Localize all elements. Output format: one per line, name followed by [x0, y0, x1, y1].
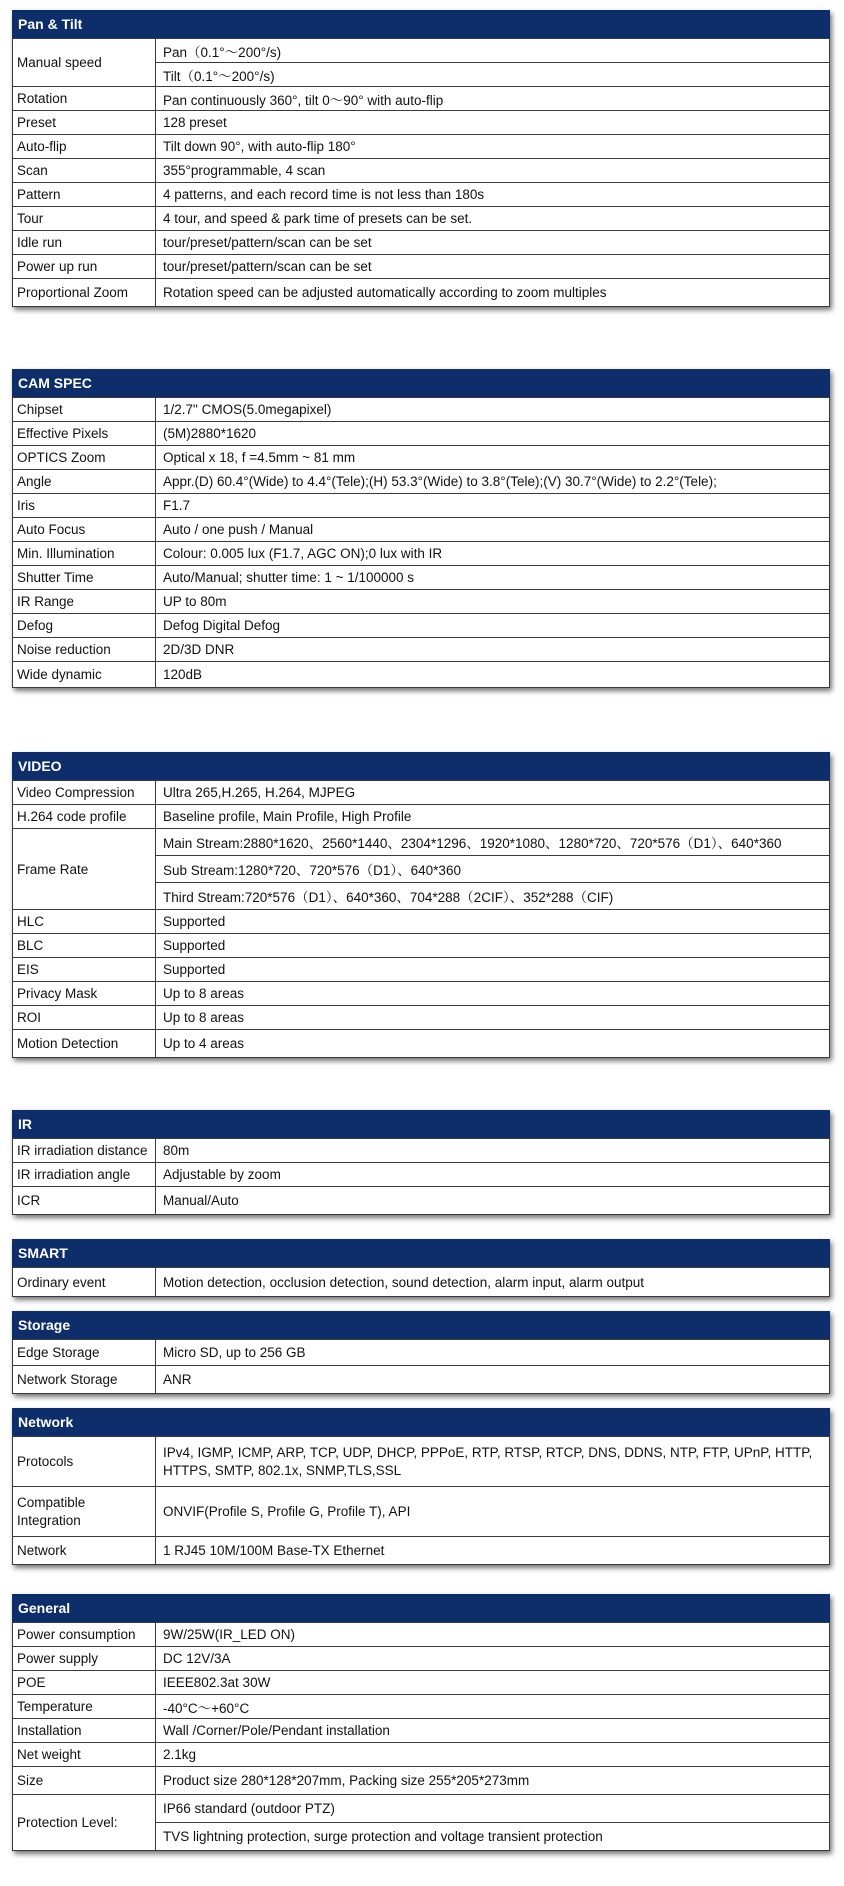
- spec-label: Iris: [13, 494, 156, 518]
- spec-row: [13, 1006, 830, 1030]
- spec-label: Video Compression: [13, 781, 156, 805]
- spec-value: Supported: [156, 958, 830, 982]
- spec-row: [13, 982, 830, 1006]
- spec-label: Angle: [13, 470, 156, 494]
- spec-value: 2D/3D DNR: [156, 638, 830, 662]
- spec-label: Installation: [13, 1719, 156, 1743]
- spec-label: Size: [13, 1767, 156, 1795]
- spec-value: Auto / one push / Manual: [156, 518, 830, 542]
- spec-value: 128 preset: [156, 111, 830, 135]
- spec-row: [13, 910, 830, 934]
- spec-label: H.264 code profile: [13, 805, 156, 829]
- spec-label: Network Storage: [13, 1366, 156, 1394]
- spec-label: Min. Illumination: [13, 542, 156, 566]
- spec-row: [13, 542, 830, 566]
- spec-value: Micro SD, up to 256 GB: [156, 1340, 830, 1366]
- spec-row: [13, 1719, 830, 1743]
- spec-label: POE: [13, 1671, 156, 1695]
- spec-row: [13, 39, 830, 63]
- spec-row: [13, 422, 830, 446]
- spec-row: [13, 470, 830, 494]
- spec-row: [13, 255, 830, 279]
- spec-label: Chipset: [13, 398, 156, 422]
- spec-label: Tour: [13, 207, 156, 231]
- spec-table: [12, 1339, 830, 1394]
- spec-value: Tilt（0.1°～200°/s): [156, 63, 830, 87]
- section-title: IR: [12, 1110, 830, 1138]
- section-cam-spec: [12, 369, 830, 688]
- spec-value: Optical x 18, f =4.5mm ~ 81 mm: [156, 446, 830, 470]
- spec-value: IP66 standard (outdoor PTZ): [156, 1795, 830, 1823]
- spec-value: tour/preset/pattern/scan can be set: [156, 231, 830, 255]
- spec-row: [13, 207, 830, 231]
- section-title: SMART: [12, 1239, 830, 1267]
- spec-value: Pan continuously 360°, tilt 0～90° with auto-flip: [156, 87, 830, 111]
- spec-table: [12, 397, 830, 688]
- spec-label: Auto Focus: [13, 518, 156, 542]
- spec-label: Pattern: [13, 183, 156, 207]
- spec-value: 2.1kg: [156, 1743, 830, 1767]
- spec-value: 355°programmable, 4 scan: [156, 159, 830, 183]
- spec-label: Power up run: [13, 255, 156, 279]
- spec-value: Tilt down 90°, with auto-flip 180°: [156, 135, 830, 159]
- spec-value: UP to 80m: [156, 590, 830, 614]
- section-general: [12, 1594, 830, 1851]
- spec-label: Defog: [13, 614, 156, 638]
- spec-label: Effective Pixels: [13, 422, 156, 446]
- spec-value: IEEE802.3at 30W: [156, 1671, 830, 1695]
- spec-label: Scan: [13, 159, 156, 183]
- spec-row: [13, 446, 830, 470]
- spec-value: IPv4, IGMP, ICMP, ARP, TCP, UDP, DHCP, PPPoE, RTP, RTSP, RTCP, DNS, DDNS, NTP, FTP, UPnP, HTTP, HTTPS, SMTP, 802.1x, SNMP,TLS,SSL: [156, 1437, 830, 1487]
- spec-label: OPTICS Zoom: [13, 446, 156, 470]
- spec-value: Auto/Manual; shutter time: 1 ~ 1/100000 s: [156, 566, 830, 590]
- spec-row: [13, 1163, 830, 1187]
- spec-label: Auto-flip: [13, 135, 156, 159]
- section-title: CAM SPEC: [12, 369, 830, 397]
- spec-value: 80m: [156, 1139, 830, 1163]
- spec-row: [13, 958, 830, 982]
- spec-row: [13, 1139, 830, 1163]
- spec-value: (5M)2880*1620: [156, 422, 830, 446]
- spec-label: Network: [13, 1537, 156, 1565]
- spec-value: Wall /Corner/Pole/Pendant installation: [156, 1719, 830, 1743]
- spec-label: Manual speed: [13, 39, 156, 87]
- spec-value: Defog Digital Defog: [156, 614, 830, 638]
- spec-value: Supported: [156, 910, 830, 934]
- spec-label: HLC: [13, 910, 156, 934]
- spec-value: 120dB: [156, 662, 830, 688]
- spec-row: [13, 111, 830, 135]
- spec-row: [13, 1671, 830, 1695]
- spec-row: [13, 135, 830, 159]
- spec-label: Protocols: [13, 1437, 156, 1487]
- section-storage: [12, 1311, 830, 1394]
- spec-value: -40°C～+60°C: [156, 1695, 830, 1719]
- spec-value: Supported: [156, 934, 830, 958]
- spec-row: [13, 1366, 830, 1394]
- section-pan-tilt: [12, 10, 830, 307]
- spec-label: BLC: [13, 934, 156, 958]
- spec-row: [13, 279, 830, 307]
- spec-value: Up to 4 areas: [156, 1030, 830, 1058]
- spec-row: [13, 494, 830, 518]
- spec-value: Rotation speed can be adjusted automatically according to zoom multiples: [156, 279, 830, 307]
- spec-value: F1.7: [156, 494, 830, 518]
- spec-row: [13, 1340, 830, 1366]
- spec-label: Power supply: [13, 1647, 156, 1671]
- spec-row: [13, 638, 830, 662]
- spec-label: Protection Level:: [13, 1795, 156, 1851]
- spec-label: Idle run: [13, 231, 156, 255]
- spec-row: [13, 1030, 830, 1058]
- spec-value: Motion detection, occlusion detection, sound detection, alarm input, alarm output: [156, 1268, 830, 1297]
- spec-label: ICR: [13, 1187, 156, 1215]
- spec-row: [13, 805, 830, 829]
- spec-label: Noise reduction: [13, 638, 156, 662]
- section-title: Network: [12, 1408, 830, 1436]
- spec-value: tour/preset/pattern/scan can be set: [156, 255, 830, 279]
- spec-value: Appr.(D) 60.4°(Wide) to 4.4°(Tele);(H) 53.3°(Wide) to 3.8°(Tele);(V) 30.7°(Wide) to 2.2°(Tele);: [156, 470, 830, 494]
- spec-row: [13, 566, 830, 590]
- spec-label: Rotation: [13, 87, 156, 111]
- spec-row: [13, 590, 830, 614]
- spec-label: EIS: [13, 958, 156, 982]
- spec-label: Wide dynamic: [13, 662, 156, 688]
- spec-row: [13, 934, 830, 958]
- spec-value: ANR: [156, 1366, 830, 1394]
- spec-row: [13, 231, 830, 255]
- spec-value: Up to 8 areas: [156, 1006, 830, 1030]
- spec-row: [13, 1487, 830, 1537]
- spec-label: Frame Rate: [13, 829, 156, 910]
- section-ir: [12, 1110, 830, 1215]
- section-smart: [12, 1239, 830, 1297]
- section-title: Storage: [12, 1311, 830, 1339]
- spec-label: IR irradiation distance: [13, 1139, 156, 1163]
- spec-label: Ordinary event: [13, 1268, 156, 1297]
- spec-table: [12, 38, 830, 307]
- spec-value: Manual/Auto: [156, 1187, 830, 1215]
- spec-label: ROI: [13, 1006, 156, 1030]
- spec-value: 4 tour, and speed & park time of presets can be set.: [156, 207, 830, 231]
- spec-value: Sub Stream:1280*720、720*576（D1）、640*360: [156, 856, 830, 883]
- spec-label: Shutter Time: [13, 566, 156, 590]
- spec-value: 1/2.7" CMOS(5.0megapixel): [156, 398, 830, 422]
- spec-label: IR irradiation angle: [13, 1163, 156, 1187]
- spec-value: ONVIF(Profile S, Profile G, Profile T), API: [156, 1487, 830, 1537]
- spec-label: Power consumption: [13, 1623, 156, 1647]
- spec-value: Colour: 0.005 lux (F1.7, AGC ON);0 lux with IR: [156, 542, 830, 566]
- spec-label: Edge Storage: [13, 1340, 156, 1366]
- spec-row: [13, 1795, 830, 1823]
- spec-table: [12, 1138, 830, 1215]
- spec-label: Preset: [13, 111, 156, 135]
- spec-label: IR Range: [13, 590, 156, 614]
- spec-row: [13, 1743, 830, 1767]
- spec-table: [12, 1622, 830, 1851]
- spec-value: 4 patterns, and each record time is not less than 180s: [156, 183, 830, 207]
- spec-table: [12, 1267, 830, 1297]
- spec-row: [13, 1537, 830, 1565]
- section-video: [12, 752, 830, 1058]
- spec-value: Ultra 265,H.265, H.264, MJPEG: [156, 781, 830, 805]
- spec-value: TVS lightning protection, surge protection and voltage transient protection: [156, 1823, 830, 1851]
- spec-row: [13, 614, 830, 638]
- spec-label: Privacy Mask: [13, 982, 156, 1006]
- spec-row: [13, 1268, 830, 1297]
- spec-value: Product size 280*128*207mm, Packing size 255*205*273mm: [156, 1767, 830, 1795]
- spec-table: [12, 780, 830, 1058]
- spec-row: [13, 1437, 830, 1487]
- spec-value: 1 RJ45 10M/100M Base-TX Ethernet: [156, 1537, 830, 1565]
- spec-label: Compatible Integration: [13, 1487, 156, 1537]
- spec-label: Net weight: [13, 1743, 156, 1767]
- spec-row: [13, 1187, 830, 1215]
- spec-row: [13, 781, 830, 805]
- spec-row: [13, 159, 830, 183]
- spec-row: [13, 87, 830, 111]
- spec-row: [13, 183, 830, 207]
- section-title: General: [12, 1594, 830, 1622]
- spec-row: [13, 518, 830, 542]
- section-network: [12, 1408, 830, 1565]
- section-title: Pan & Tilt: [12, 10, 830, 38]
- spec-row: [13, 1767, 830, 1795]
- spec-value: DC 12V/3A: [156, 1647, 830, 1671]
- spec-row: [13, 398, 830, 422]
- spec-label: Motion Detection: [13, 1030, 156, 1058]
- spec-row: [13, 829, 830, 856]
- spec-value: 9W/25W(IR_LED ON): [156, 1623, 830, 1647]
- section-title: VIDEO: [12, 752, 830, 780]
- spec-value: Third Stream:720*576（D1）、640*360、704*288（2CIF）、352*288（CIF): [156, 883, 830, 910]
- spec-row: [13, 1623, 830, 1647]
- spec-value: Pan（0.1°～200°/s): [156, 39, 830, 63]
- spec-value: Up to 8 areas: [156, 982, 830, 1006]
- spec-value: Main Stream:2880*1620、2560*1440、2304*1296、1920*1080、1280*720、720*576（D1）、640*360: [156, 829, 830, 856]
- spec-label: Temperature: [13, 1695, 156, 1719]
- spec-row: [13, 1695, 830, 1719]
- spec-label: Proportional Zoom: [13, 279, 156, 307]
- spec-value: Adjustable by zoom: [156, 1163, 830, 1187]
- spec-row: [13, 662, 830, 688]
- spec-table: [12, 1436, 830, 1565]
- spec-row: [13, 1647, 830, 1671]
- spec-value: Baseline profile, Main Profile, High Profile: [156, 805, 830, 829]
